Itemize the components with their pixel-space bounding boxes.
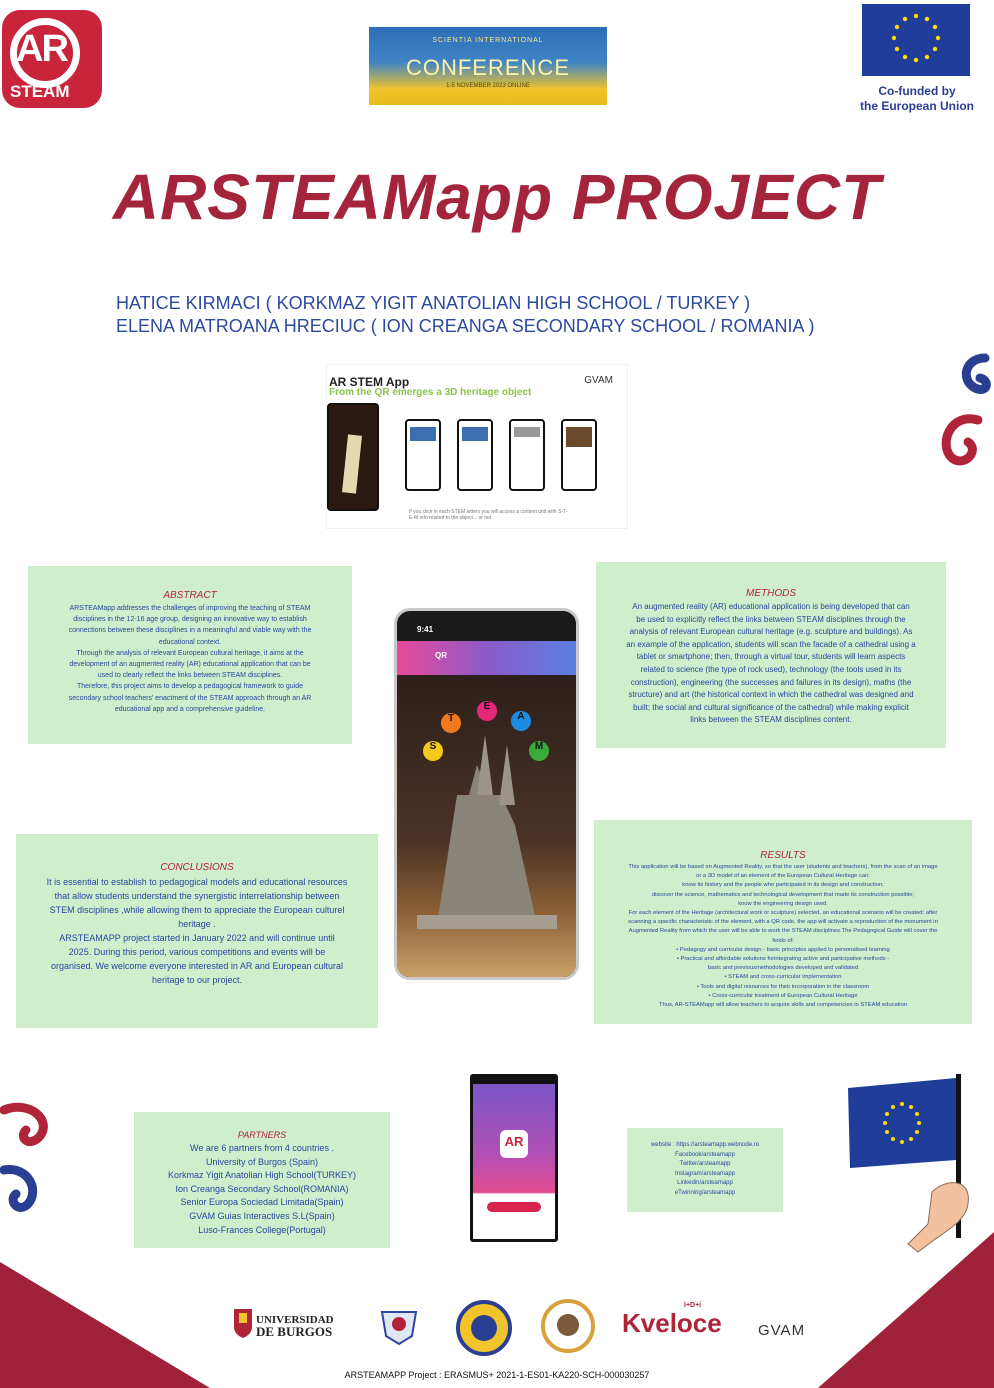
letter-m-button[interactable]: M xyxy=(529,741,549,761)
phone2-screen xyxy=(473,1084,555,1239)
burgos-line1: UNIVERSIDAD xyxy=(256,1314,334,1326)
eu-stars-icon xyxy=(862,4,970,76)
methods-text: An augmented reality (AR) educational application is being developed that can be used to explicitly reflect the links between STEAM disciplines through the analysis of relevant European cultural heritage (e.g. sculpture and buildings). As an example of the application, students will scan the facade of a cathedral using a tablet or smartphone; then, through a virtual tour, students will learn aspects related to science (the type of rock used), technology (the tools used in its construction), engineering (the successes and failures in its design), maths (the structure) and art (the historical context in which the cathedral was designed and built; the social and cultural significance of the cathedral) while making explicit links between the STEAM disciplines content. xyxy=(626,602,916,725)
eu-flag-hand-icon xyxy=(848,1074,972,1254)
results-title: RESULTS xyxy=(760,850,806,861)
app-strip-title: AR STEM App xyxy=(329,375,410,389)
conclusions-title: CONCLUSIONS xyxy=(160,862,234,873)
cathedral-scene xyxy=(397,675,576,977)
footer-triangle-right xyxy=(818,1232,994,1388)
eu-cofunded-text xyxy=(840,84,994,114)
swirl-decoration-right xyxy=(930,350,994,470)
logo-ar-text: AR xyxy=(16,28,67,70)
conference-line1: SCIENTIA INTERNATIONAL xyxy=(432,37,544,44)
conference-banner xyxy=(369,27,607,105)
conference-line3: 1-5 NOVEMBER 2023 ONLINE xyxy=(446,83,530,89)
social-links-text: website : https://arsteamapp.webnode.ro Facebook/arsteamapp Twitter/arsteamapp Instagram/arsteamapp Linkedin/arsteamapp eTwinning/arsteamapp xyxy=(650,1142,760,1196)
phone-mockup-2 xyxy=(470,1074,558,1242)
kveloce-logo-sup: I+D+i xyxy=(684,1302,702,1309)
app-strip-note: If you click in each STEM letters you will access a content unit with S-T-E-M info related to the object... or not xyxy=(409,509,568,521)
app-mini-phone-4 xyxy=(509,419,545,491)
app-mini-phone-1 xyxy=(327,403,379,511)
burgos-logo-text xyxy=(256,1314,334,1338)
partners-title: PARTNERS xyxy=(237,1130,287,1140)
gvam-logo: GVAM xyxy=(758,1322,806,1339)
kveloce-logo: Kveloce xyxy=(622,1308,722,1338)
phone-qr-label: QR xyxy=(435,651,447,660)
methods-panel xyxy=(596,562,946,748)
logo-steam-text: STEAM xyxy=(10,82,70,101)
conference-line2: CONFERENCE xyxy=(405,55,570,80)
ar-stem-app-figure xyxy=(326,364,628,529)
abstract-text: ARSTEAMapp addresses the challenges of improving the teaching of STEAM disciplines in the 12-16 age group, designing an innovative way to establish connections between these disciplines in a meaningful and viable way with the educational context. Through the analysis of relevant European cultural heritage, it aims at the development of an augmented reality (AR) educational application that can be used to clearly reflect the links between STEAM disciplines. Therefore, this project aims to develop a pedagogical framework to guide secondary school teachers' enactment of the STEAM approach through an AR educational app and a comprehensive guideline. xyxy=(68,605,312,713)
phone2-ar-logo: AR xyxy=(500,1130,528,1158)
results-panel xyxy=(594,820,972,1024)
eu-text-line1: Co-funded by xyxy=(878,84,956,98)
methods-title: METHODS xyxy=(746,588,796,599)
results-text: This application will be based on Augmented Reality, so that the user (students and teachers), from the scan of an image or a 3D model of an element of the European Cultural Heritage can: know its history and the people who participated in its design and construction; discover the science, mathematics and technological development that made its construction possible; know the engineering design used. For each element of the Heritage (architectural work or sculpture) selected, an educational scenario will be created: after scanning a specific characteristic of the element, with a QR code, the app will activate a reproduction of the monument in Augmented Reality from which the user will be able to work the STEAM disciplines.The Pedagogical Guide will cover the fields of: • Pedagogy and curricular design - basic principles applied to personalised learning • Practical and affordable solutions forintegrating active and participative methods - basic and previousmethodologies developed and validated • STEAM and cross-curricular implementation • Tools and digital resources for their incorporation in the classroom • Cross-curricular treatment of European Cultural Heritage Thus, AR-STEAMapp will allow teachers to acquire skills and competencies in STEAM education xyxy=(628,864,938,1009)
burgos-crest-icon xyxy=(232,1303,254,1339)
abstract-panel xyxy=(28,566,352,744)
eu-flag-logo xyxy=(862,4,970,76)
letter-t-button[interactable]: T xyxy=(441,713,461,733)
social-links-panel xyxy=(627,1128,783,1212)
ion-creanga-school-seal-icon xyxy=(540,1298,596,1356)
conclusions-text: It is essential to establish to pedagogical models and educational resources that allow students understand the synergistic interrelationship between STEM disciplines ,while allowing them to appreciate the European culturel heritage . ARSTEAMAPP project started in January 2022 and will continue until 2025. During this period, various competitions and events will be organised. We welcome everyone interested in AR and European cultural heritage to our project. xyxy=(46,877,348,985)
app-strip-subtitle: From the QR emerges a 3D heritage object xyxy=(329,387,532,398)
phone-time: 9:41 xyxy=(417,625,434,634)
ar-steam-logo xyxy=(2,10,102,108)
app-mini-phone-5 xyxy=(561,419,597,491)
phone-app-bar xyxy=(397,641,576,675)
letter-a-button[interactable]: A xyxy=(511,711,531,731)
footer-project-code: ARSTEAMAPP Project : ERASMUS+ 2021-1-ES01-KA220-SCH-000030257 xyxy=(344,1370,650,1380)
school-crest-icon xyxy=(374,1302,424,1346)
poster-title: ARSTEAMapp PROJECT xyxy=(112,161,882,233)
author-2: ELENA MATROANA HRECIUC ( ION CREANGA SECONDARY SCHOOL / ROMANIA ) xyxy=(116,316,815,336)
korkmaz-school-seal-icon xyxy=(456,1300,512,1356)
author-1: HATICE KIRMACI ( KORKMAZ YIGIT ANATOLIAN HIGH SCHOOL / TURKEY ) xyxy=(116,293,751,313)
abstract-title: ABSTRACT xyxy=(163,590,217,601)
letter-e-button[interactable]: E xyxy=(477,701,497,721)
swirl-decoration-left xyxy=(0,1098,60,1218)
burgos-line2: DE BURGOS xyxy=(256,1324,333,1339)
phone2-start-button[interactable] xyxy=(487,1202,541,1212)
partners-panel xyxy=(134,1112,390,1248)
eu-text-line2: the European Union xyxy=(860,99,974,113)
partners-text: We are 6 partners from 4 countries . University of Burgos (Spain) Korkmaz Yigit Anatolian High School(TURKEY) Ion Creanga Secondary School(ROMANIA) Senior Europa Sociedad Limitada(Spain) GVAM Guias Interactives S.L(Spain) Luso-Frances College(Portugal) xyxy=(167,1143,357,1235)
app-strip-brand: GVAM xyxy=(584,375,613,386)
conclusions-panel xyxy=(16,834,378,1028)
app-mini-phone-3 xyxy=(457,419,493,491)
phone-mockup xyxy=(394,608,579,980)
app-mini-phone-2 xyxy=(405,419,441,491)
letter-s-button[interactable]: S xyxy=(423,741,443,761)
